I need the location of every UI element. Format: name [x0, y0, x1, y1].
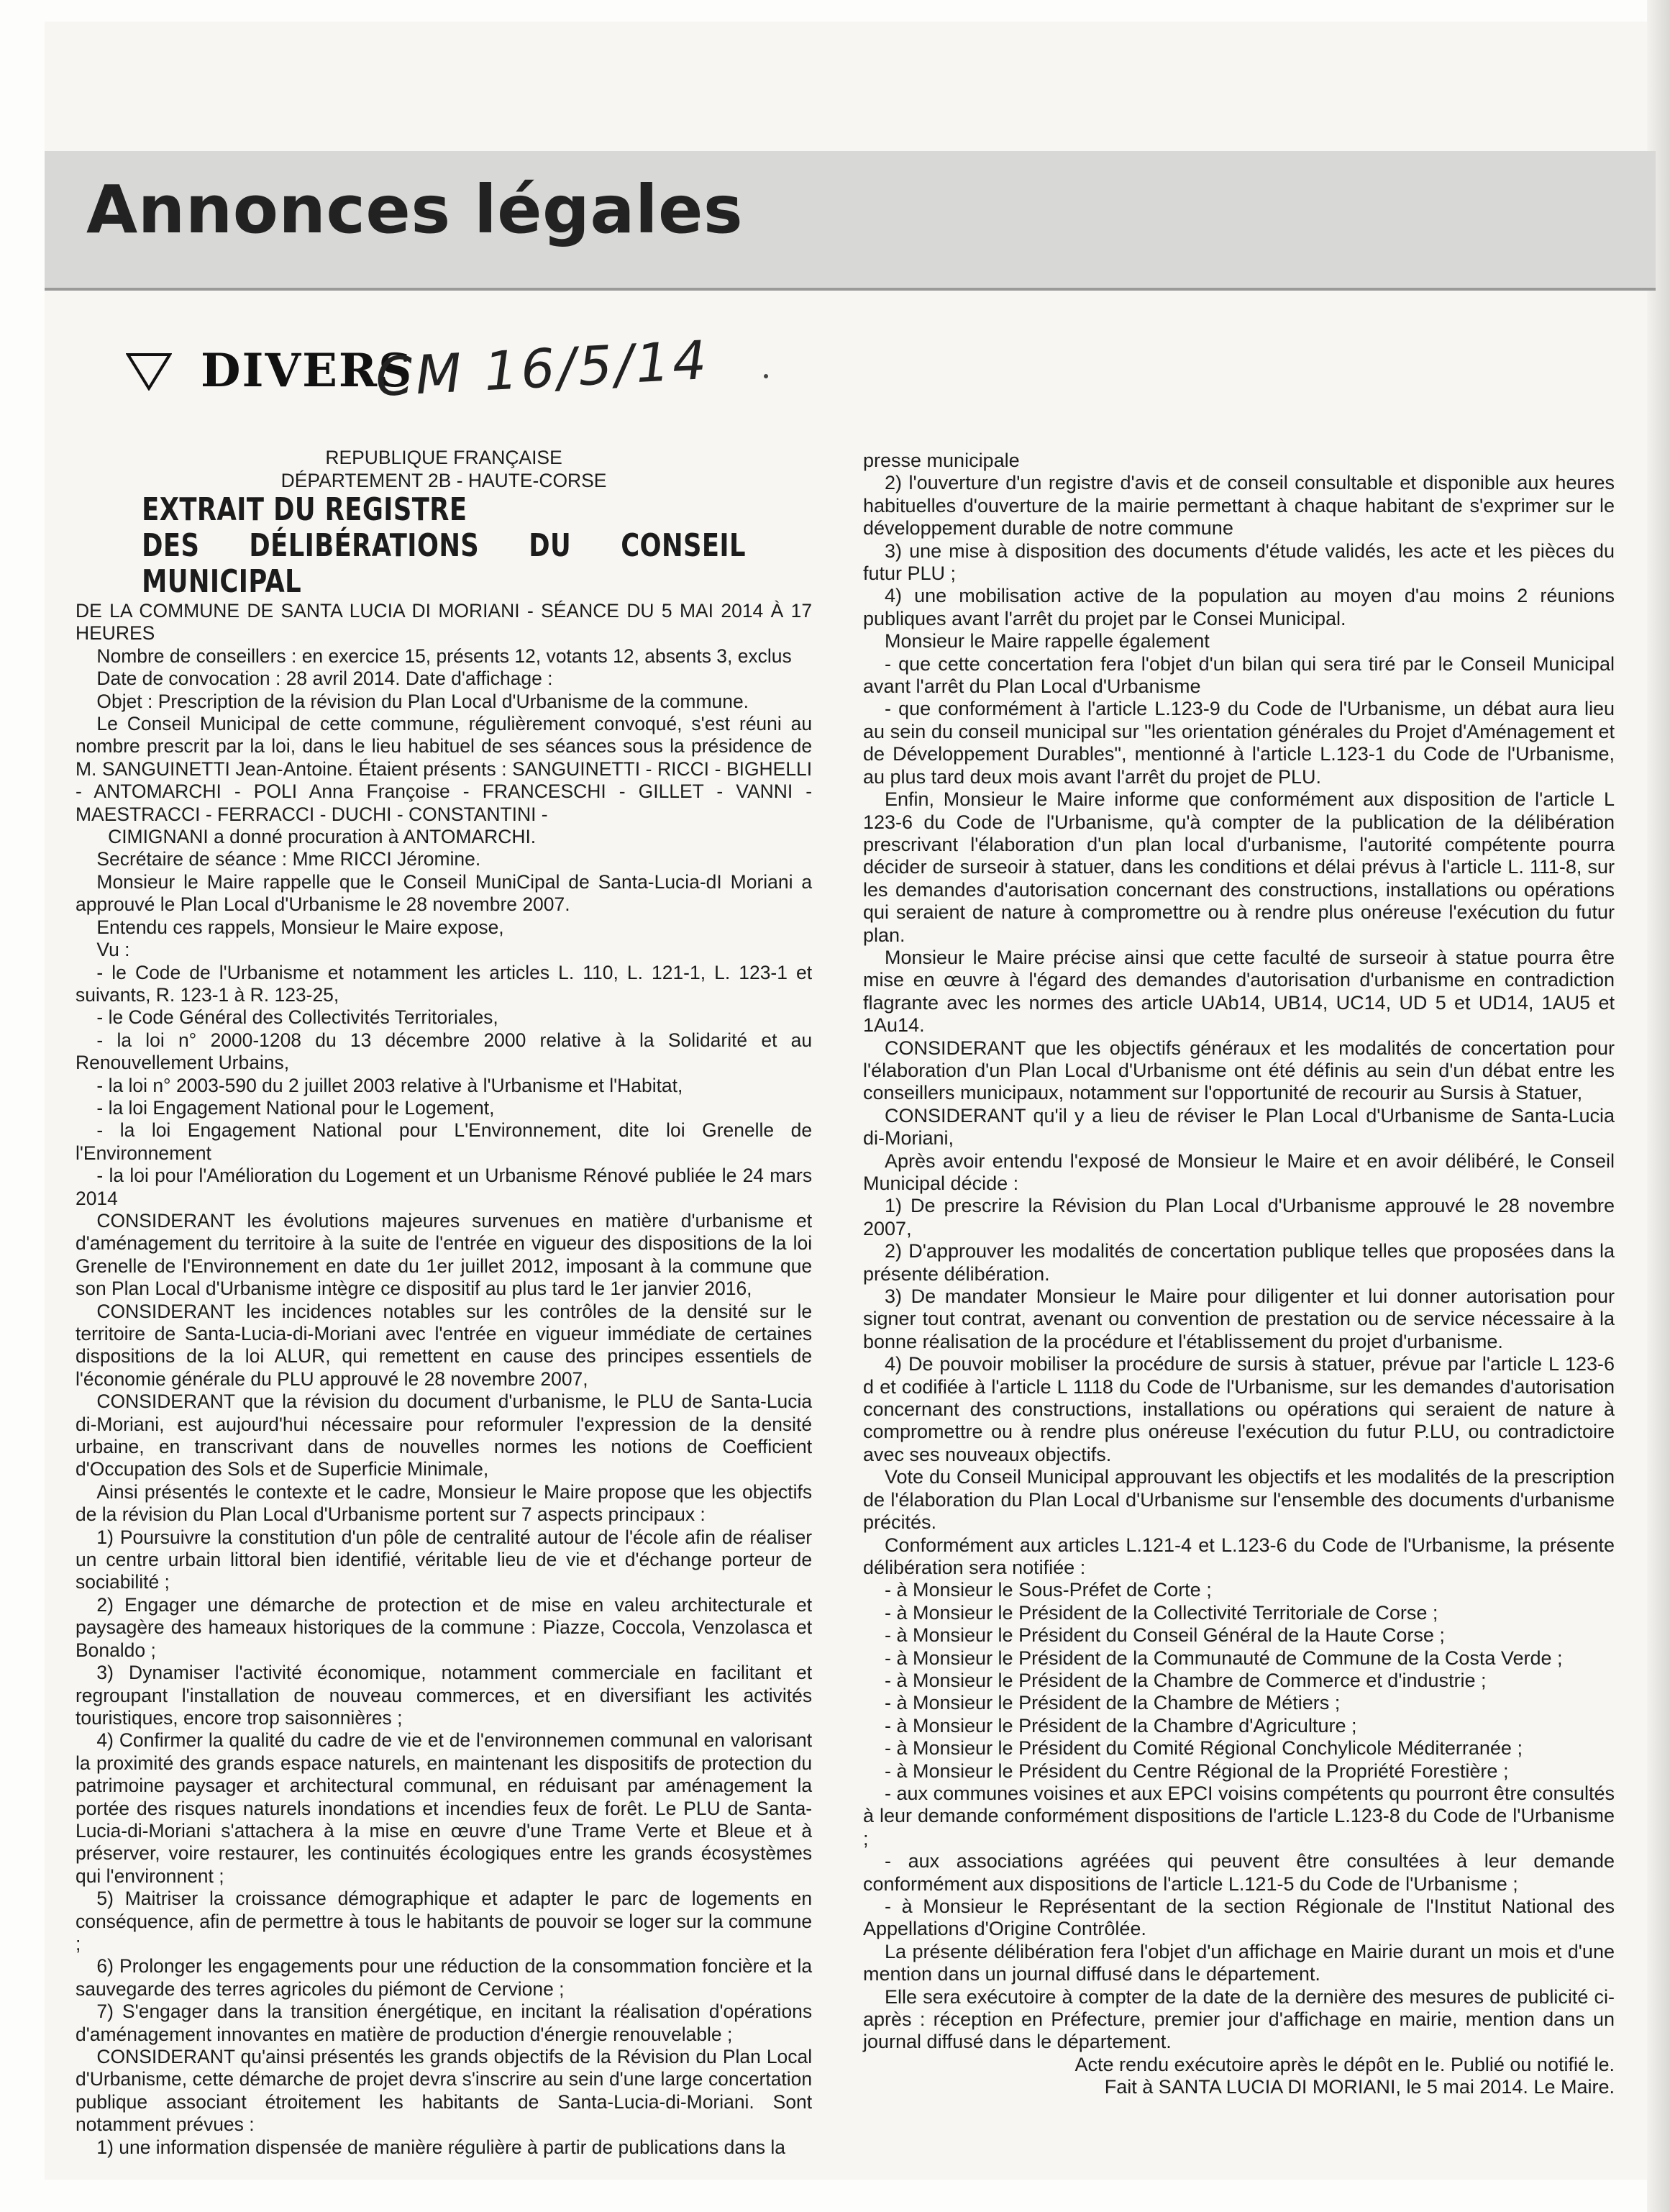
section-label: DIVERS [201, 344, 414, 398]
triangle-down-icon [126, 352, 172, 391]
list-item: - à Monsieur le Représentant de la section Régionale de l'Institut National des Appellations d'Origine Contrôlée. [863, 1895, 1615, 1940]
paragraph: Vote du Conseil Municipal approuvant les objectifs et les modalités de la prescription de l'élaboration du Plan Local d'Urbanisme sur l'ensemble des documents d'urbanisme précités. [863, 1466, 1615, 1534]
paragraph: CIMIGNANI a donné procuration à ANTOMARCHI. [108, 826, 537, 848]
list-item: - la loi n° 2000-1208 du 13 décembre 2000 relative à la Solidarité et au Renouvellement Urbains, [76, 1029, 813, 1074]
councillors-count: Nombre de conseillers : en exercice 15, présents 12, votants 12, absents 3, exclus [96, 645, 792, 667]
handwritten-note: CM 16/5/14 [374, 329, 711, 409]
list-item: - à Monsieur le Président du Centre Régional de la Propriété Forestière ; [885, 1760, 1509, 1782]
paragraph: Secrétaire de séance : Mme RICCI Jéromine. [96, 848, 481, 870]
list-item: 4) une mobilisation active de la population au moyen d'au moins 2 réunions publiques avant l'arrêt du projet par le Consei Municipal. [863, 585, 1615, 629]
list-item: 1) une information dispensée de manière régulière à partir de publications dans la [96, 2136, 785, 2158]
left-column [76, 446, 812, 2159]
list-item: - que conformément à l'article L.123-9 du Code de l'Urbanisme, un débat aura lieu au sein du conseil municipal sur "les orientation générales du Projet d'Aménagement et de Développement Durables", mentionné à l'article L.123-1 du Code de l'Urbanisme, au plus tard deux mois avant l'arrêt du projet de PLU. [863, 698, 1615, 788]
list-item: - que cette concertation fera l'objet d'un bilan qui sera tiré par le Conseil Municipal avant l'arrêt du Plan Local d'Urbanisme [863, 652, 1615, 698]
paragraph: CONSIDERANT les incidences notables sur les contrôles de la densité sur le territoire de Santa-Lucia-di-Moriani avec l'entrée en vigueur immédiate de certaines dispositions de la loi ALUR, qui remettent en cause des principes essentiels de l'économie générale du PLU approuvé le 28 novembre 2007, [76, 1300, 813, 1390]
department-heading: DÉPARTEMENT 2B - HAUTE-CORSE [280, 470, 607, 491]
list-item: 6) Prolonger les engagements pour une réduction de la consommation foncière et la sauvegarde des terres agricoles du piémont de Cervione ; [76, 1955, 813, 2000]
paragraph: Le Conseil Municipal de cette commune, régulièrement convoqué, s'est réuni au nombre prescrit par la loi, dans le lieu habituel de ses séances sous la présidence de M. SANGUINETTI Jean-Antoine. Étaient présents : SANGUINETTI - RICCI - BIGHELLI - ANTOMARCHI - POLI Anna Françoise - FRANCESCHI - GILLET - VANNI - MAESTRACCI - FERRACCI - DUCHI - CONSTANTINI - [76, 713, 813, 825]
extract-title-line-2: DES DÉLIBÉRATIONS DU CONSEIL MUNICIPAL [142, 527, 746, 600]
paragraph: Entendu ces rappels, Monsieur le Maire expose, [96, 916, 504, 938]
list-item: 1) De prescrire la Révision du Plan Local d'Urbanisme approuvé le 28 novembre 2007, [863, 1195, 1615, 1239]
extract-title-line-1: EXTRAIT DU REGISTRE [142, 491, 467, 528]
header-rule [45, 288, 1656, 291]
paragraph: CONSIDERANT les évolutions majeures survenues en matière d'urbanisme et d'aménagement du territoire à la suite de l'entrée en vigueur des dispositions de la loi Grenelle de l'Environnement en date du 1er juillet 2012, imposant à la commune que son Plan Local d'Urbanisme intègre ce dispositif au plus tard le 1er janvier 2016, [76, 1209, 813, 1300]
paragraph: Monsieur le Maire précise ainsi que cette faculté de surseoir à statue pourra être mise en œuvre à l'égard des demandes d'autorisation d'urbanisme en contradiction flagrante avec les normes des article UAb14, UB14, UC14, UD 5 et UD14, 1AU5 et 1Au14. [863, 946, 1615, 1037]
list-item: 3) une mise à disposition des documents d'étude validés, les acte et les pièces du futur PLU ; [863, 540, 1615, 585]
list-item: 2) D'approuver les modalités de concertation publique telles que proposées dans la présente délibération. [863, 1240, 1615, 1285]
paragraph: Après avoir entendu l'exposé de Monsieur le Maire et en avoir délibéré, le Conseil Municipal décide : [863, 1150, 1615, 1194]
list-item: - à Monsieur le Président du Comité Régional Conchylicole Méditerranée ; [885, 1737, 1523, 1760]
paragraph: CONSIDERANT que la révision du document d'urbanisme, le PLU de Santa-Lucia di-Moriani, est aujourd'hui nécessaire pour reformuler l'expression de la densité urbaine, en transcrivant dans de nouvelles normes les notions de Coefficient d'Occupation des Sols et de Superficie Minimale, [76, 1391, 813, 1480]
list-item: 3) De mandater Monsieur le Maire pour diligenter et lui donner autorisation pour signer tout contrat, avenant ou convention de prestation ou de service nécessaire à la bonne réalisation de la procédure et l'établissement du projet d'urbanisme. [863, 1285, 1615, 1352]
list-item: 5) Maitriser la croissance démographique et adapter le parc de logements en conséquence, afin de permettre à tous le habitants de pouvoir se loger sur la commune ; [76, 1888, 813, 1954]
paragraph: Monsieur le Maire rappelle également [885, 630, 1210, 652]
page-edge [1647, 0, 1670, 2212]
enforcement-line: Acte rendu exécutoire après le dépôt en le. Publié ou notifié le. [1074, 2053, 1615, 2075]
list-item: - la loi Engagement National pour le Logement, [96, 1096, 495, 1119]
list-item: - à Monsieur le Président de la Chambre de Métiers ; [885, 1692, 1341, 1714]
paragraph: Monsieur le Maire rappelle que le Conseil MuniCipal de Santa-Lucia-dI Moriani a approuvé le Plan Local d'Urbanisme le 28 novembre 2007. [76, 870, 813, 916]
list-item: 4) Confirmer la qualité du cadre de vie et de l'environnemen communal en valorisant la proximité des grands espace naturels, en maintenant les dispositifs de protection du patrimoine paysager et architectural communal, en réduisant par aménagement la portée des risques naturels inondations et incendies feux de forêt. Le PLU de Santa-Lucia-di-Moriani s'attachera à la mise en œuvre d'une Trame Verte et Bleue et à préserver, voire restaurer, les continuités écologiques entre les grands écosystèmes qui l'environnent ; [76, 1729, 813, 1887]
list-item: - à Monsieur le Président de la Communauté de Commune de la Costa Verde ; [885, 1647, 1563, 1669]
list-item: - le Code Général des Collectivités Territoriales, [96, 1006, 498, 1029]
paragraph: Ainsi présentés le contexte et le cadre, Monsieur le Maire propose que les objectifs de la révision du Plan Local d'Urbanisme portent sur 7 aspects principaux : [76, 1480, 813, 1526]
convocation-date: Date de convocation : 28 avril 2014. Date d'affichage : [96, 668, 553, 690]
list-item: 7) S'engager dans la transition énergétique, en incitant la réalisation d'opérations d'aménagement innovantes en matière de production d'énergie renouvelable ; [76, 2001, 813, 2045]
list-item: - la loi Engagement National pour L'Environnement, dite loi Grenelle de l'Environnement [76, 1119, 813, 1164]
right-column [863, 450, 1615, 2099]
paragraph: La présente délibération fera l'objet d'un affichage en Mairie durant un mois et d'une mention dans un journal diffusé dans le département. [863, 1940, 1615, 1985]
paragraph: presse municipale [863, 450, 1020, 471]
paragraph: CONSIDERANT qu'il y a lieu de réviser le Plan Local d'Urbanisme de Santa-Lucia di-Moriani, [863, 1104, 1615, 1150]
session-line: DE LA COMMUNE DE SANTA LUCIA DI MORIANI - SÉANCE DU 5 MAI 2014 À 17 HEURES [76, 600, 813, 645]
paragraph: CONSIDERANT qu'ainsi présentés les grands objectifs de la Révision du Plan Local d'Urbanisme, cette démarche de projet devra s'inscrire au sein d'une large concertation publique associant étroitement les habitants de Santa-Lucia-di-Moriani. Sont notamment prévues : [76, 2046, 813, 2136]
ink-dot [764, 374, 768, 378]
list-item: 2) Engager une démarche de protection et de mise en valeu architecturale et paysagère des hameaux historiques de la commune : Piazze, Coccola, Venzolasca et Bonaldo ; [76, 1593, 813, 1661]
list-item: - la loi n° 2003-590 du 2 juillet 2003 relative à l'Urbanisme et l'Habitat, [96, 1074, 683, 1096]
list-item: - à Monsieur le Président de la Chambre de Commerce et d'industrie ; [885, 1669, 1487, 1691]
signature-line: Fait à SANTA LUCIA DI MORIANI, le 5 mai 2014. Le Maire. [1104, 2076, 1615, 2098]
section-heading [126, 344, 413, 398]
list-item: - à Monsieur le Sous-Préfet de Corte ; [885, 1579, 1212, 1601]
paragraph: Elle sera exécutoire à compter de la date de la dernière des mesures de publicité ci-après : réception en Préfecture, premier jour d'affichage en mairie, mention dans un journal diffusé dans le département. [863, 1985, 1615, 2053]
object-line: Objet : Prescription de la révision du Plan Local d'Urbanisme de la commune. [96, 690, 749, 712]
page-title: Annonces légales [86, 171, 744, 248]
republic-heading: REPUBLIQUE FRANÇAISE [325, 447, 562, 468]
list-item: 3) Dynamiser l'activité économique, notamment commerciale en facilitant et regroupant l'installation de nouveau commerces, et en diversifiant les activités touristiques, encore trop saisonnières ; [76, 1662, 813, 1729]
paragraph: CONSIDERANT que les objectifs généraux et les modalités de concertation pour l'élaboration d'un Plan Local d'Urbanisme ont été définis au sein d'un débat entre les conseillers municipaux, notamment sur l'opportunité de recourir au Sursis à Statuer, [863, 1037, 1615, 1104]
list-item: - aux associations agréées qui peuvent être consultées à leur demande conformément aux dispositions de l'article L.121-5 du Code de l'Urbanisme ; [863, 1850, 1615, 1895]
list-item: - à Monsieur le Président de la Chambre d'Agriculture ; [885, 1714, 1357, 1737]
paragraph: Vu : [96, 939, 130, 961]
list-item: - aux communes voisines et aux EPCI voisins compétents qu pourront être consultés à leur demande conformément dispositions de l'article L.123-8 du Code de l'Urbanisme ; [863, 1782, 1615, 1849]
paragraph: Conformément aux articles L.121-4 et L.123-6 du Code de l'Urbanisme, la présente délibération sera notifiée : [863, 1534, 1615, 1578]
list-item: - la loi pour l'Amélioration du Logement et un Urbanisme Rénové publiée le 24 mars 2014 [76, 1165, 813, 1209]
list-item: - à Monsieur le Président du Conseil Général de la Haute Corse ; [885, 1624, 1445, 1647]
paragraph: Enfin, Monsieur le Maire informe que conformément aux disposition de l'article L 123-6 du Code de l'Urbanisme, qu'à compter de la publication de la délibération prescrivant l'élaboration d'un plan local d'urbanisme, l'autorité compétente pourra décider de surseoir à statuer, dans les conditions et délai prévus à l'article L. 111-8, sur les demandes d'autorisation concernant des constructions, installations ou opérations qui seraient de nature à compromettre ou à rendre plus onéreuse l'exécution du futur plan. [863, 788, 1615, 946]
list-item: - à Monsieur le Président de la Collectivité Territoriale de Corse ; [885, 1601, 1438, 1624]
list-item: 4) De pouvoir mobiliser la procédure de sursis à statuer, prévue par l'article L 123-6 d et codifiée à l'article L 1118 du Code de l'Urbanisme, sur les demandes d'autorisation concernant des constructions, installations ou opérations qui seraient de nature à compromettre ou à rendre plus onéreuse l'exécution du futur P.LU, ou contradictoire avec ses nouveaux objectifs. [863, 1353, 1615, 1465]
list-item: 2) l'ouverture d'un registre d'avis et de conseil consultable et disponible aux heures habituelles d'ouverture de la mairie permettant à chaque habitant de s'exprimer sur le développement durable de notre commune [863, 472, 1615, 540]
list-item: 1) Poursuivre la constitution d'un pôle de centralité autour de l'école afin de réaliser un centre urbain littoral bien identifié, véritable lieu de vie et d'échange porteur de sociabilité ; [76, 1526, 813, 1593]
list-item: - le Code de l'Urbanisme et notamment les articles L. 110, L. 121-1, L. 123-1 et suivants, R. 123-1 à R. 123-25, [76, 961, 813, 1006]
